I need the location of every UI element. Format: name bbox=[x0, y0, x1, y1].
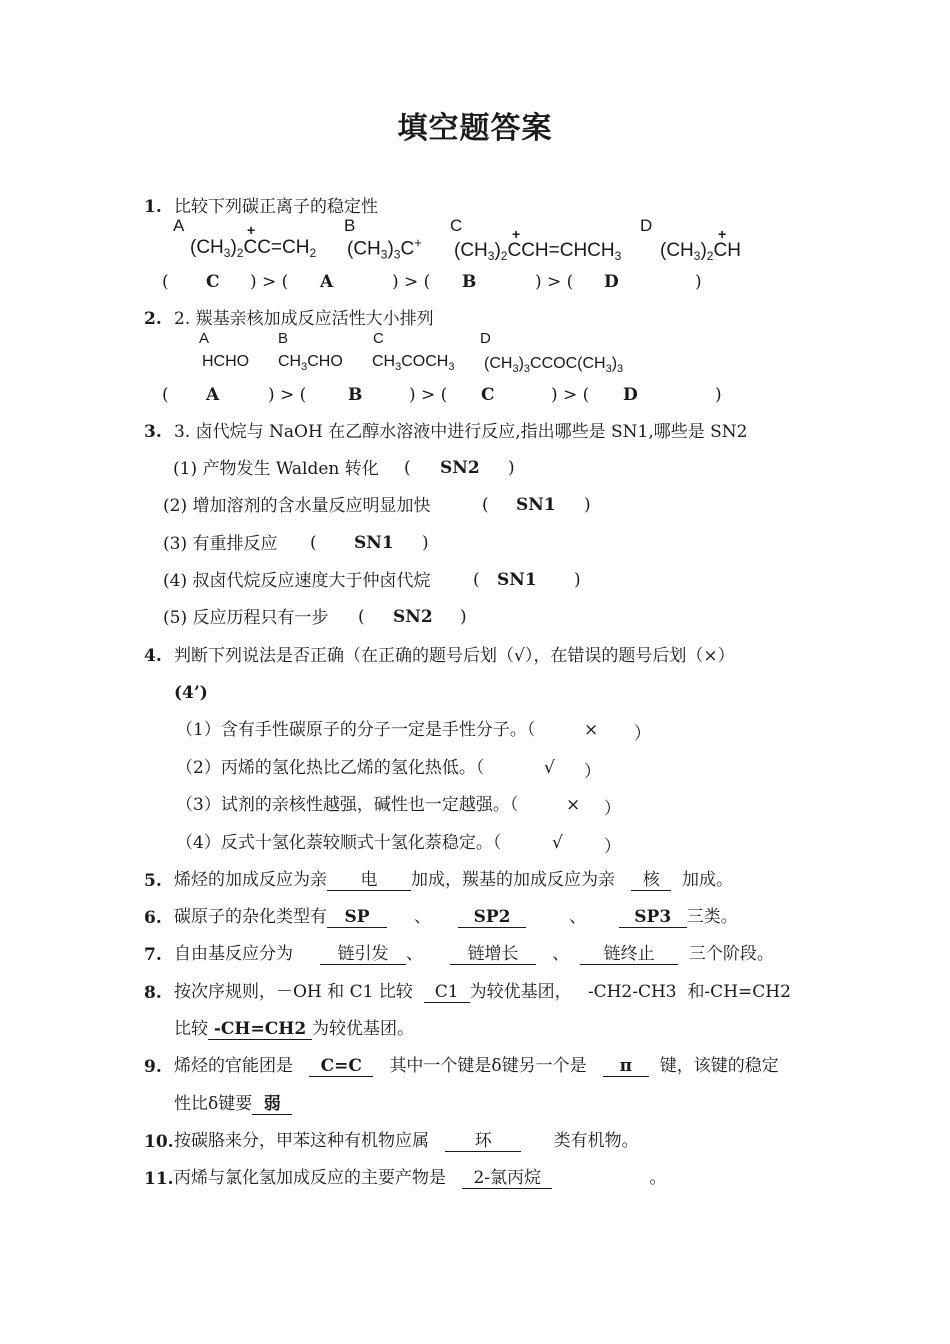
q3-item-index: (2) bbox=[163, 496, 188, 516]
q1-number: 1. bbox=[144, 197, 162, 217]
q10-text-1: 按碳胳来分，甲苯这种有机物应属 bbox=[174, 1131, 429, 1151]
q3-item-5 bbox=[163, 607, 329, 629]
q1-label-b: B bbox=[344, 216, 356, 235]
q1-answer-4: D bbox=[604, 272, 619, 292]
q4-item-3: （3）试剂的亲核性越强，碱性也一定越强。（ bbox=[176, 795, 519, 815]
q4-answer-1: × bbox=[584, 720, 599, 740]
q7-answer-1: 链引发 bbox=[320, 944, 406, 965]
q1-label-c: C bbox=[450, 216, 463, 235]
q3-answer-4: SN1 bbox=[497, 570, 537, 590]
q2-paren: ( bbox=[162, 385, 169, 405]
q1-charge-d: + bbox=[718, 226, 727, 242]
q8-text-2: 为较优基团， bbox=[469, 982, 572, 1002]
q8-line-2 bbox=[174, 1018, 414, 1040]
q9-answer-1: C=C bbox=[309, 1056, 373, 1077]
q1-answer-2: A bbox=[320, 272, 334, 292]
q3-item-index: (1) bbox=[173, 459, 198, 479]
q3-paren: ) bbox=[460, 607, 467, 627]
q1-gt: ) > ( bbox=[392, 272, 431, 292]
q4-answer-4: √ bbox=[552, 833, 563, 853]
q3-answer-5: SN2 bbox=[393, 607, 433, 627]
q3-item-index: (3) bbox=[163, 534, 188, 554]
q11-answer-1: 2-氯丙烷 bbox=[462, 1168, 552, 1189]
q7-sep-1: 、 bbox=[406, 944, 424, 964]
q3-paren: ( bbox=[404, 458, 411, 478]
q3-item-text: 叔卤代烷反应速度大于仲卤代烷 bbox=[192, 571, 431, 591]
q4-paren: ） bbox=[604, 837, 621, 857]
q2-compound-a: HCHO bbox=[202, 353, 250, 370]
q1-text: 比较下列碳正离子的稳定性 bbox=[174, 197, 378, 217]
q1-gt: ) > ( bbox=[535, 272, 574, 292]
q9-line-2 bbox=[174, 1093, 292, 1115]
q2-compound-c: $CH_3COCH_3$ bbox=[372, 353, 455, 373]
q3-item-4 bbox=[163, 570, 431, 592]
q3-paren: ) bbox=[508, 458, 515, 478]
q5-line bbox=[174, 869, 733, 891]
q1-label-a: A bbox=[173, 216, 185, 235]
q3-item-index: (5) bbox=[163, 608, 188, 628]
q3-paren: ( bbox=[310, 533, 317, 553]
q8-answer-2: -CH=CH2 bbox=[208, 1019, 312, 1040]
q4-points: (4’) bbox=[174, 683, 208, 703]
q2-answer-1: A bbox=[206, 385, 220, 405]
q1-compound-c: $(CH_3)_2CCH=CHCH_3$ bbox=[454, 240, 622, 263]
q7-line bbox=[174, 943, 774, 965]
q3-paren: ( bbox=[482, 495, 489, 515]
q6-sep-1: 、 bbox=[414, 907, 432, 927]
q3-item-text: 有重排反应 bbox=[192, 534, 278, 554]
q3-paren: ( bbox=[473, 570, 480, 590]
q11-number: 11. bbox=[144, 1169, 174, 1189]
q3-item-text: 增加溶剂的含水量反应明显加快 bbox=[192, 496, 431, 516]
q4-paren: ） bbox=[584, 762, 601, 782]
q8-text-3: -CH2-CH3 bbox=[587, 982, 677, 1002]
q9-number: 9. bbox=[144, 1057, 162, 1077]
q5-text-2: 加成，羰基的加成反应为亲 bbox=[411, 870, 615, 890]
page-title: 填空题答案 bbox=[397, 111, 553, 146]
q6-answer-2: SP2 bbox=[458, 907, 526, 928]
q8-line-1 bbox=[174, 981, 791, 1003]
q3-answer-2: SN1 bbox=[516, 495, 556, 515]
q3-item-text: 产物发生 Walden 转化 bbox=[202, 459, 379, 479]
q10-number: 10. bbox=[144, 1132, 174, 1152]
q7-text-1: 自由基反应分为 bbox=[174, 944, 293, 964]
q4-number: 4. bbox=[144, 646, 162, 666]
q2-gt: ) > ( bbox=[551, 385, 590, 405]
q5-text-3: 加成。 bbox=[682, 870, 734, 890]
q4-item-4: （4）反式十氢化萘较顺式十氢化萘稳定。（ bbox=[176, 833, 502, 853]
q10-line bbox=[174, 1130, 639, 1152]
q6-text-2: 三类。 bbox=[686, 907, 738, 927]
q1-compound-b: $(CH_3)_3C^+$ bbox=[347, 235, 422, 262]
q6-text-1: 碳原子的杂化类型有 bbox=[174, 907, 327, 927]
q9-answer-3: 弱 bbox=[252, 1094, 292, 1115]
q3-number: 3. bbox=[144, 422, 162, 442]
q1-answer-1: C bbox=[206, 272, 220, 292]
q6-answer-1: SP bbox=[327, 907, 387, 928]
q2-gt: ) > ( bbox=[409, 385, 448, 405]
q3-paren: ) bbox=[574, 570, 581, 590]
q9-answer-2: π bbox=[603, 1056, 649, 1077]
q3-paren: ( bbox=[358, 607, 365, 627]
q9-text-4: 性比δ键要 bbox=[174, 1094, 253, 1114]
q8-text-5: 比较 bbox=[174, 1019, 208, 1039]
q8-text-4: 和-CH=CH2 bbox=[687, 982, 791, 1002]
q3-answer-1: SN2 bbox=[440, 458, 480, 478]
q7-text-2: 三个阶段。 bbox=[688, 944, 774, 964]
q3-text: 3. 卤代烷与 NaOH 在乙醇水溶液中进行反应,指出哪些是 SN1,哪些是 SN2 bbox=[174, 422, 748, 442]
q4-answer-3: × bbox=[566, 795, 581, 815]
q11-line bbox=[174, 1167, 667, 1189]
q1-charge-c: + bbox=[512, 226, 521, 242]
q2-compound-b: $CH_3CHO$ bbox=[278, 353, 343, 373]
q3-item-text: 反应历程只有一步 bbox=[192, 608, 329, 628]
q7-answer-3: 链终止 bbox=[580, 944, 678, 965]
q8-text-1: 按次序规则，－OH 和 C1 比较 bbox=[174, 982, 413, 1002]
q9-text-1: 烯烃的官能团是 bbox=[174, 1056, 293, 1076]
q1-charge-a: + bbox=[247, 222, 256, 238]
q1-answer-3: B bbox=[462, 272, 477, 292]
q2-number: 2. bbox=[144, 309, 162, 329]
q4-paren: ） bbox=[604, 799, 621, 819]
q8-answer-1: C1 bbox=[424, 982, 470, 1003]
q2-text: 2. 羰基亲核加成反应活性大小排列 bbox=[174, 309, 434, 329]
q3-item-index: (4) bbox=[163, 571, 188, 591]
q5-answer-2: 核 bbox=[631, 870, 671, 891]
q2-answer-3: C bbox=[481, 385, 495, 405]
q1-paren: ( bbox=[162, 272, 169, 292]
q2-answer-4: D bbox=[623, 385, 638, 405]
q2-label-a: A bbox=[199, 330, 210, 347]
q10-answer-1: 环 bbox=[445, 1131, 521, 1152]
q11-text-2: 。 bbox=[649, 1168, 667, 1188]
q2-compound-d: $(CH_3)_3CCOC(CH_3)_3$ bbox=[484, 355, 624, 375]
q9-text-3: 键，该键的稳定 bbox=[659, 1056, 779, 1076]
q5-number: 5. bbox=[144, 871, 162, 891]
q7-number: 7. bbox=[144, 945, 162, 965]
q1-compound-a: $(CH_3)_2CC=CH_2$ bbox=[190, 237, 317, 260]
q1-paren: ) bbox=[695, 272, 702, 292]
q9-text-2: 其中一个键是δ键另一个是 bbox=[389, 1056, 587, 1076]
q4-item-2: （2）丙烯的氢化热比乙烯的氢化热低。（ bbox=[176, 758, 485, 778]
q3-paren: ) bbox=[422, 533, 429, 553]
q6-line bbox=[174, 906, 738, 928]
q10-text-2: 类有机物。 bbox=[553, 1131, 639, 1151]
q7-answer-2: 链增长 bbox=[450, 944, 536, 965]
q7-sep-2: 、 bbox=[552, 944, 570, 964]
q6-sep-2: 、 bbox=[569, 907, 587, 927]
q8-number: 8. bbox=[144, 983, 162, 1003]
q3-item-3 bbox=[163, 533, 278, 555]
q6-answer-3: SP3 bbox=[619, 907, 687, 928]
q4-item-1: （1）含有手性碳原子的分子一定是手性分子。（ bbox=[176, 720, 536, 740]
q3-item-1 bbox=[173, 458, 379, 480]
q5-answer-1: 电 bbox=[327, 870, 411, 891]
q3-paren: ) bbox=[584, 495, 591, 515]
q4-answer-2: √ bbox=[544, 758, 555, 778]
q1-gt: ) > ( bbox=[250, 272, 289, 292]
q6-number: 6. bbox=[144, 908, 162, 928]
q2-label-d: D bbox=[480, 330, 491, 347]
q1-compound-d: $(CH_3)_2CH$ bbox=[660, 240, 741, 263]
q4-paren: ） bbox=[634, 724, 651, 744]
q11-text-1: 丙烯与氯化氢加成反应的主要产物是 bbox=[174, 1168, 446, 1188]
q2-gt: ) > ( bbox=[268, 385, 307, 405]
q1-label-d: D bbox=[640, 216, 653, 235]
q2-paren: ) bbox=[715, 385, 722, 405]
q3-item-2 bbox=[163, 495, 431, 517]
q9-line-1 bbox=[174, 1055, 779, 1077]
q8-text-6: 为较优基团。 bbox=[312, 1019, 414, 1039]
q4-text: 判断下列说法是否正确（在正确的题号后划（√），在错误的题号后划（×） bbox=[174, 646, 735, 666]
q2-label-b: B bbox=[278, 330, 289, 347]
q2-label-c: C bbox=[373, 330, 384, 347]
q3-answer-3: SN1 bbox=[354, 533, 394, 553]
q2-answer-2: B bbox=[348, 385, 363, 405]
q5-text-1: 烯烃的加成反应为亲 bbox=[174, 870, 327, 890]
